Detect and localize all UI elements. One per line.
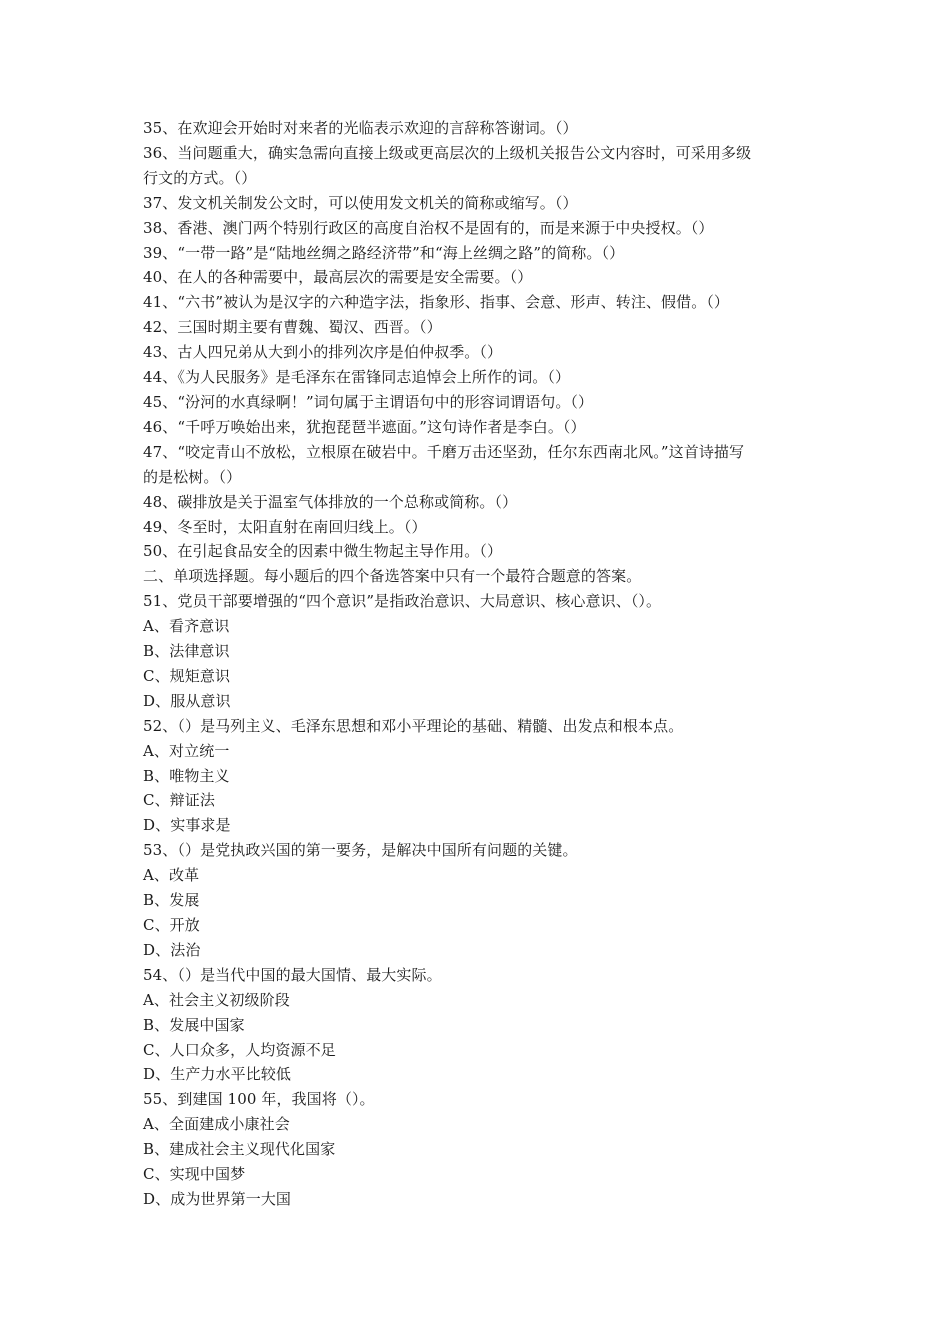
option-54-b: B、发展中国家 bbox=[143, 1015, 245, 1034]
option-51-a: A、看齐意识 bbox=[143, 617, 230, 636]
option-55-b: B、建成社会主义现代化国家 bbox=[143, 1140, 336, 1159]
option-52-a: A、对立统一 bbox=[143, 741, 230, 760]
question-44: 44、《为人民服务》是毛泽东在雷锋同志追悼会上所作的词。（） bbox=[143, 368, 571, 387]
question-37: 37、发文机关制发公文时，可以使用发文机关的简称或缩写。（） bbox=[143, 193, 578, 212]
option-55-a: A、全面建成小康社会 bbox=[143, 1115, 290, 1134]
question-47-line-2: 的是松树。（） bbox=[143, 467, 242, 486]
question-47-line-1: 47、“咬定青山不放松，立根原在破岩中。千磨万击还坚劲，任尔东西南北风。”这首诗描写 bbox=[143, 442, 745, 461]
option-52-c: C、辩证法 bbox=[143, 791, 215, 810]
question-36-line-1: 36、当问题重大，确实急需向直接上级或更高层次的上级机关报告公文内容时，可采用多级 bbox=[143, 143, 752, 162]
option-52-d: D、实事求是 bbox=[143, 816, 231, 835]
option-53-c: C、开放 bbox=[143, 916, 200, 934]
question-51: 51、党员干部要增强的“四个意识”是指政治意识、大局意识、核心意识、（）。 bbox=[143, 592, 662, 611]
document-page bbox=[143, 116, 813, 1212]
option-54-a: A、社会主义初级阶段 bbox=[143, 990, 290, 1009]
option-54-d: D、生产力水平比较低 bbox=[143, 1065, 292, 1084]
question-46: 46、“千呼万唤始出来，犹抱琵琶半遮面。”这句诗作者是李白。（） bbox=[143, 417, 586, 436]
question-45: 45、“汾河的水真绿啊！”词句属于主谓语句中的形容词谓语句。（） bbox=[143, 392, 594, 411]
question-41: 41、“六书”被认为是汉字的六种造字法，指象形、指事、会意、形声、转注、假借。（） bbox=[143, 293, 730, 312]
option-55-c: C、实现中国梦 bbox=[143, 1165, 246, 1184]
question-55: 55、到建国 100 年，我国将（）。 bbox=[143, 1090, 375, 1109]
question-39: 39、“一带一路”是“陆地丝绸之路经济带”和“海上丝绸之路”的简称。（） bbox=[143, 243, 625, 262]
question-43: 43、古人四兄弟从大到小的排列次序是伯仲叔季。（） bbox=[143, 343, 503, 362]
option-52-b: B、唯物主义 bbox=[143, 766, 230, 785]
question-35: 35、在欢迎会开始时对来者的光临表示欢迎的言辞称答谢词。（） bbox=[143, 119, 578, 137]
option-53-d: D、法治 bbox=[143, 940, 201, 959]
option-54-c: C、人口众多，人均资源不足 bbox=[143, 1040, 336, 1059]
question-53: 53、（）是党执政兴国的第一要务，是解决中国所有问题的关键。 bbox=[143, 841, 578, 860]
option-53-a: A、改革 bbox=[143, 866, 200, 885]
option-53-b: B、发展 bbox=[143, 891, 200, 910]
question-38: 38、香港、澳门两个特别行政区的高度自治权不是固有的，而是来源于中央授权。（） bbox=[143, 218, 714, 237]
question-54: 54、（）是当代中国的最大国情、最大实际。 bbox=[143, 965, 442, 984]
section-heading-single-choice: 二、单项选择题。每小题后的四个备选答案中只有一个最符合题意的答案。 bbox=[143, 567, 642, 586]
question-42: 42、三国时期主要有曹魏、蜀汉、西晋。（） bbox=[143, 318, 442, 337]
option-51-c: C、规矩意识 bbox=[143, 666, 231, 685]
question-52: 52、（）是马列主义、毛泽东思想和邓小平理论的基础、精髓、出发点和根本点。 bbox=[143, 716, 684, 735]
option-51-b: B、法律意识 bbox=[143, 642, 230, 661]
question-49: 49、冬至时，太阳直射在南回归线上。（） bbox=[143, 517, 427, 536]
option-51-d: D、服从意识 bbox=[143, 691, 231, 710]
question-48: 48、碳排放是关于温室气体排放的一个总称或简称。（） bbox=[143, 492, 518, 511]
question-50: 50、在引起食品安全的因素中微生物起主导作用。（） bbox=[143, 542, 503, 561]
question-36-line-2: 行文的方式。（） bbox=[143, 168, 257, 187]
option-55-d: D、成为世界第一大国 bbox=[143, 1189, 292, 1208]
question-40: 40、在人的各种需要中，最高层次的需要是安全需要。（） bbox=[143, 268, 533, 287]
